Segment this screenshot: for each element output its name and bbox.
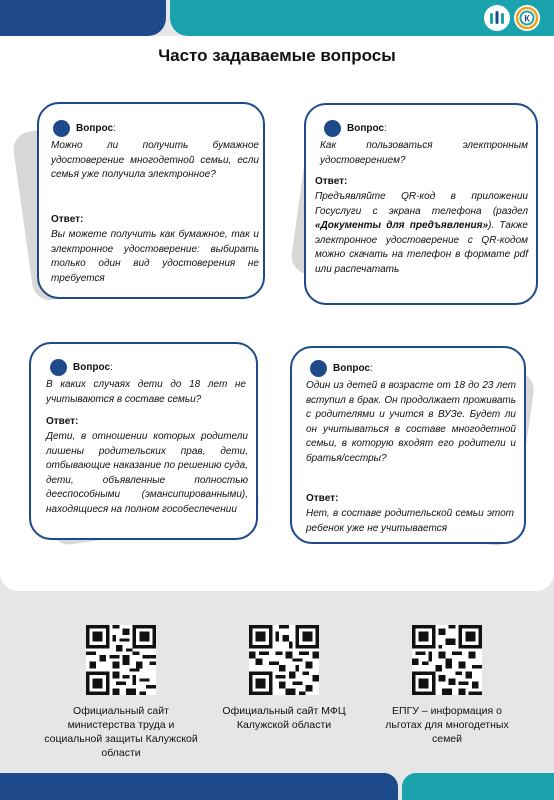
question-text: Можно ли получить бумажное удостоверение многодетной семьи, если семья уже получила электронное?	[51, 140, 259, 180]
answer-label: Ответ:	[306, 493, 339, 504]
question-bullet-icon	[50, 359, 67, 376]
answer-text: Дети, в отношении которых родители лишены родительских прав, дети, отбывающие наказание по решению суда, дети, объявленные полностью дееспособными (эмансипированными), находящиеся на полном гособеспечении	[46, 431, 248, 515]
answer-label: Ответ:	[51, 214, 84, 225]
top-bar-left	[0, 0, 166, 36]
question-label: Вопрос	[347, 123, 385, 134]
page-title: Часто задаваемые вопросы	[158, 46, 396, 65]
question-heading: Вопрос :	[50, 359, 113, 376]
faq-card-4	[290, 346, 526, 544]
answer-label: Ответ:	[315, 176, 348, 187]
bottom-bar-left	[0, 773, 398, 800]
bottom-bar-right	[402, 773, 554, 800]
link-caption-mintrud: Официальный сайт министерства труда и социальной защиты Калужской области	[44, 705, 198, 759]
people-logo-icon	[484, 5, 510, 31]
question-heading: Вопрос :	[310, 360, 373, 377]
answer-highlight: «Документы для предъявления»	[315, 220, 489, 231]
answer-text: Предъявляйте QR-код в приложении Госуслуги с экрана телефона (раздел «Документы для предъявления»). Также электронное удостоверение с QR-кодом можно скачать на телефон в формате pdf или распечатать	[315, 191, 528, 275]
question-label: Вопрос	[333, 363, 371, 374]
question-heading: Вопрос :	[324, 120, 387, 137]
answer-label: Ответ:	[46, 416, 79, 427]
qr-code-mintrud-icon[interactable]	[86, 625, 156, 695]
svg-text:К: К	[524, 13, 530, 24]
question-bullet-icon	[310, 360, 327, 377]
faq-card-3	[29, 342, 258, 540]
question-heading: Вопрос :	[53, 120, 116, 137]
question-text: Один из детей в возрасте от 18 до 23 лет вступил в брак. Он продолжает проживать с родителями и учится в ВУЗе. Будет ли он учитываться в составе многодетной семьи, в которую входят его родители и братья/сестры?	[306, 380, 516, 464]
link-caption-epgu: ЕПГУ – информация о льготах для многодетных семей	[385, 705, 509, 745]
question-label: Вопрос	[73, 362, 111, 373]
question-label: Вопрос	[76, 123, 114, 134]
question-bullet-icon	[324, 120, 341, 137]
link-caption-mfc: Официальный сайт МФЦ Калужской области	[222, 705, 346, 731]
question-text: Как пользоваться электронным удостоверением?	[320, 140, 528, 166]
k-logo-icon	[514, 5, 540, 31]
answer-text: Нет, в составе родительской семьи этот ребенок уже не учитывается	[306, 508, 514, 534]
qr-code-epgu-icon[interactable]	[412, 625, 482, 695]
question-bullet-icon	[53, 120, 70, 137]
logos	[484, 5, 544, 31]
qr-code-mfc-icon[interactable]	[249, 625, 319, 695]
faq-card-1	[37, 102, 265, 299]
question-text: В каких случаях дети до 18 лет не учитываются в составе семьи?	[46, 379, 246, 405]
faq-card-2	[304, 103, 538, 305]
answer-text: Вы можете получить как бумажное, так и электронное удостоверение: выбирать только один вид удостоверения не требуется	[51, 229, 259, 284]
